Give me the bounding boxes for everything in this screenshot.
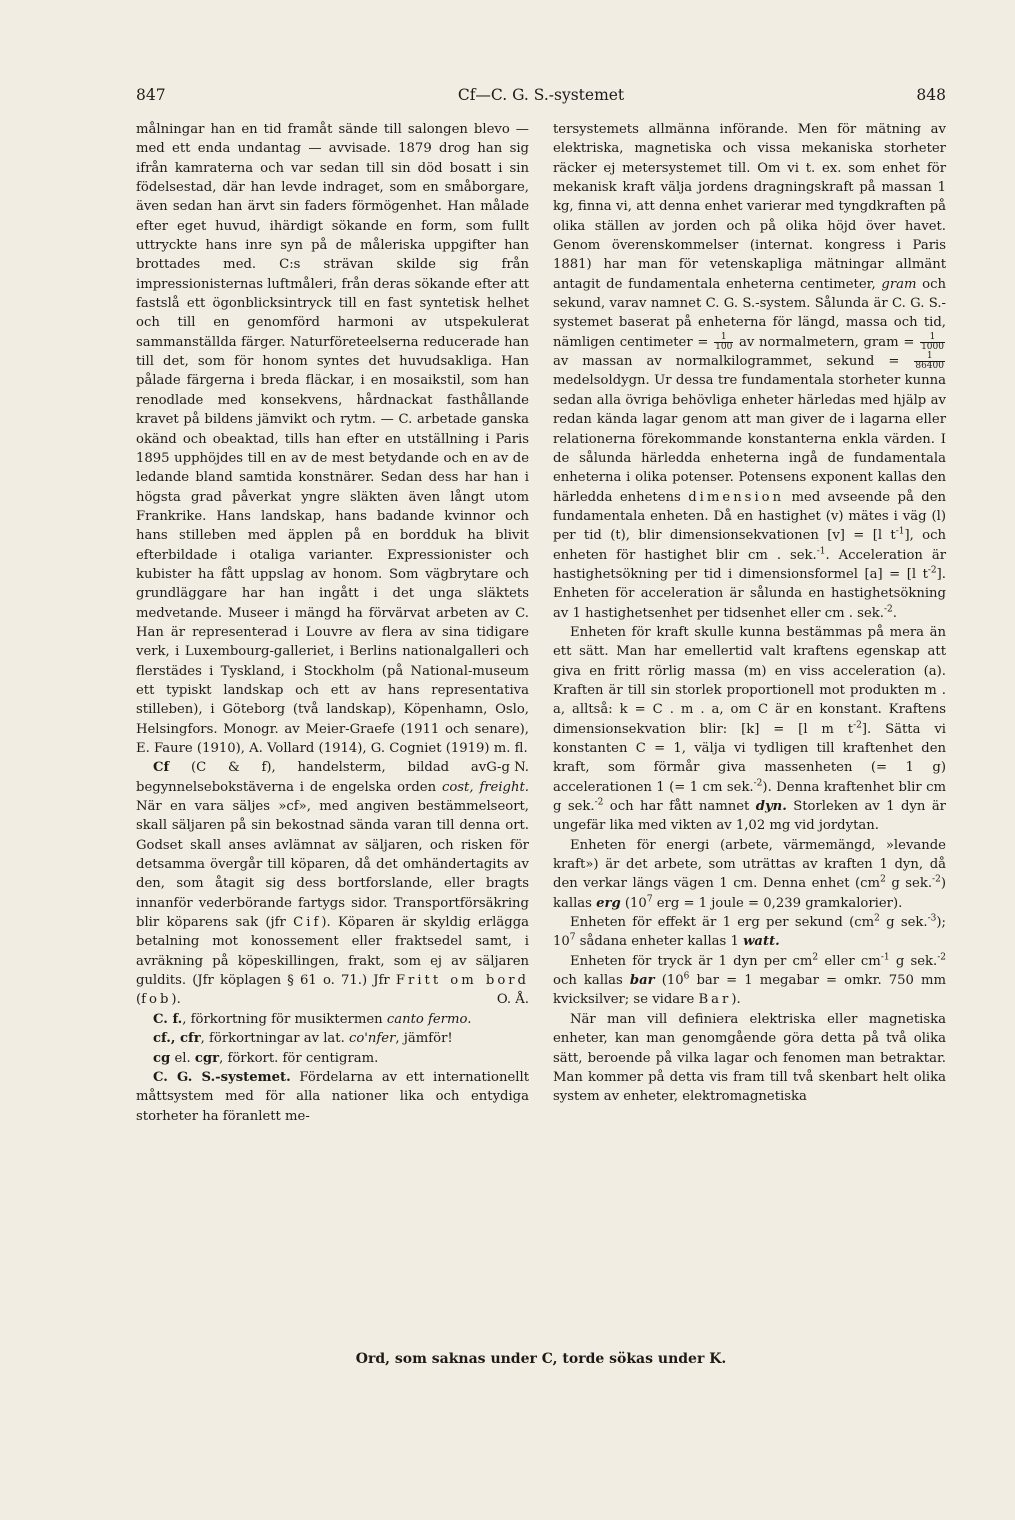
left-column (136, 120, 529, 1126)
page-number-left: 847 (136, 86, 166, 104)
running-title: Cf—C. G. S.-systemet (457, 86, 625, 104)
cgs-intro-paragraph: tersystemets allmänna införande. Men för mätning av elektriska, magnetiska och vissa mekaniska storheter räcker ej metersystemet till. Om vi t. ex. som enhet för mekanisk kraft välja jordens dragningskraft på massan 1 kg, finna vi, att denna enhet varierar med tyngdkraften på olika ställen av jorden och på olika höjd över havet. Genom överenskommelser (internat. kongress i Paris 1881) har man för vetenskapliga mätningar allmänt antagit de fundamentala enheterna centimeter, gram och sekund, varav namnet C. G. S.-system. Sålunda är C. G. S.-systemet baserat på enheterna för längd, massa och tid, nämligen centimeter = $\frac{1}{100}$ av normalmetern, gram = $\frac{1}{1000}$ av massan av normalkilogrammet, sekund = $\frac{1}{86400}$ medelsoldygn. Ur dessa tre fundamentala storheter kunna sedan alla övriga behövliga enheter härledas med hjälp av redan kända lagar genom att man giver de i lagarna eller relationerna förekommande konstanterna enkla värden. I de sålunda härledda enheterna ingå de fundamentala enheterna i olika potenser. Potensens exponent kallas den härledda enhetens dimension med avseende på den fundamentala enheten. Då en hastighet (v) mätes i väg (l) per tid (t), blir dimensionsekvationen [v] = [l $t^{-1}$], och enheten för hastighet blir cm . sek.$^{-1}$. Acceleration är hastighetsökning per tid i dimensionsformel [a] = [l $t^{-2}$]. Enheten för acceleration är sålunda en hastighetsökning av 1 hastighetsenhet per tidsenhet eller cm . sek.$^{-2}$. (553, 122, 947, 621)
entry-headword: cg (153, 1050, 171, 1066)
force-unit-paragraph: Enheten för kraft skulle kunna bestämmas på mera än ett sätt. Man har emellertid valt kraftens egenskap att giva en fritt rörlig massa (m) en viss acceleration (a). Kraften är till sin storlek proportionell mot produkten m . a, alltså: k = C . m . a, om C är en konstant. Kraftens dimensionsekvation blir: [k] = [l m $t^{-2}$]. Sätta vi konstanten C = 1, välja vi tydligen till kraftenhet den kraft, som förmår giva massenheten (= 1 g) accelerationen 1 (= 1 cm sek.$^{-2}$). Denna kraftenhet blir cm g sek.$^{-2}$ och har fått namnet dyn. Storleken av 1 dyn är ungefär lika med vikten av 1,02 mg vid jordytan. (553, 624, 946, 834)
entry-headword: C. f. (153, 1011, 183, 1027)
entry-c-f: C. f., förkortning för musiktermen canto fermo. (153, 1011, 472, 1027)
entry-cf: Cf (C & f), handelsterm, bildad av begynnelsebokstäverna i de engelska orden cost, freight. När en vara säljes »cf», med angiven bestämmelseort, skall säljaren på sin bekostnad sända varan till denna ort. Godset skall anses avlämnat av säljaren, och risken för detsamma övergår till köparen, då det omhändertagits av den, som åtagit sig dess bortforslande, eller bragts innanför vederbörande fartygs sidor. Transportförsäkring blir köparens sak (jfr Cif). Köparen är skyldig erlägga betalning mot konossement eller fraktsedel samt, i avräkning på köpeskillingen, frakt, som ej av säljaren guldits. (Jfr köplagen § 61 o. 71.) Jfr Fritt om bord (fob). O. Å. (136, 758, 529, 1009)
right-column (553, 120, 946, 1107)
author-signature: G-g N. (486, 760, 529, 776)
entry-headword: cf., cfr (153, 1031, 201, 1047)
fraction-one-hundredth: $\frac{1}{100}$ (715, 331, 733, 352)
page-footer-note: Ord, som saknas under C, torde sökas under K. (355, 1351, 727, 1367)
pressure-unit-paragraph: Enheten för tryck är 1 dyn per $cm^2$ eller $cm^{-1}$ g sek.$^{-2}$ och kallas bar ($10^6$ bar = 1 megabar = omkr. 750 mm kvicksilver; se vidare Bar). (553, 952, 947, 1008)
cezanne-article-continued: målningar han en tid framåt sände till salongen blevo — med ett enda undantag — avvisade. 1879 drog han sig ifrån kamraterna och var sedan till sin död bosatt i sin födelsestad, där han levde indraget, som en småborgare, även sedan han ärvt sin faders förmögenhet. Han målade efter eget huvud, ihärdigt sökande en form, som fullt uttryckte hans inre syn på de måleriska uppgifter han brottades med. C:s strävan skilde sig från impressionisternas luftmåleri, från deras sökande efter att fastslå ett ögonblicksintryck till en fast syntetisk helhet och till en genomförd harmoni av utspekulerat sammanställda färger. Naturföreteelserna reducerade han till det, som för honom syntes det huvudsakliga. Han pålade färgerna i breda fläckar, i en mosaikstil, som han renodlade med konsekvens, hårdnackat fasthållande kravet på bildens jämvikt och rytm. — C. arbetade ganska okänd och obeaktad, tills han efter en utställning i Paris 1895 upphöjdes till en av de mest betydande och en av de ledande bland samtida konstnärer. Sedan dess har han i högsta grad påverkat yngre släkten även långt utom Frankrike. Hans landskap, hans badande kvinnor och hans stilleben med äpplen på en bordduk ha blivit efterbildade i otaliga varianter. Expressionister och kubister ha fått uppslag av honom. Som vägbrytare och grundläggare har han ingått i det unga släktets medvetande. Museer i mängd ha förvärvat arbeten av C. Han är representerad i Louvre av flera av sina tidigare verk, i Luxembourg-galleriet, i Berlins nationalgalleri och flerstädes i Tyskland, i Stockholm (på National-museum ett typiskt landskap och ett av hans representativa stilleben), i Göteborg (två landskap), Köpenhamn, Oslo, Helsingfors. Monogr. av Meier-Graefe (1911 och senare), E. Faure (1910), A. Vollard (1914), G. Cogniet (1919) m. fl. G-g N. (136, 120, 529, 758)
entry-cgs-system: C. G. S.-systemet. Fördelarna av ett internationellt måttsystem med för alla nationer lika och entydiga storheter ha föranlett me- (136, 1069, 529, 1124)
energy-unit-paragraph: Enheten för energi (arbete, värmemängd, »levande kraft») är det arbete, som uträttas av kraften 1 dyn, då den verkar längs vägen 1 cm. Denna enhet ($cm^2$ g sek.$^{-2}$) kallas erg ($10^7$ erg = 1 joule = 0,239 gramkalorier). (553, 837, 946, 911)
page-number-right: 848 (916, 86, 946, 104)
entry-cfr: cf., cfr, förkortningar av lat. co'nfer, jämför! (153, 1031, 453, 1047)
entry-headword: Cf (153, 760, 170, 776)
fraction-day-seconds: $\frac{1}{86400}$ (915, 351, 944, 372)
electric-units-paragraph: När man vill definiera elektriska eller magnetiska enheter, kan man genomgående göra detta på två olika sätt, beroende på vilka lagar och fenomen man betraktar. Man kommer på detta vis fram till två skenbart helt olika system av enheter, elektromagnetiska (553, 1011, 946, 1105)
entry-headword: C. G. S.-systemet. (153, 1069, 291, 1085)
entry-cg: cg el. cgr, förkort. för centigram. (153, 1050, 379, 1066)
author-signature: O. Å. (496, 992, 529, 1008)
power-unit-paragraph: Enheten för effekt är 1 erg per sekund ($cm^2$ g sek.$^{-3}$); $10^7$ sådana enheter kallas 1 watt. (553, 913, 946, 950)
page-header (136, 86, 946, 110)
fraction-one-thousandth: $\frac{1}{1000}$ (921, 331, 944, 352)
